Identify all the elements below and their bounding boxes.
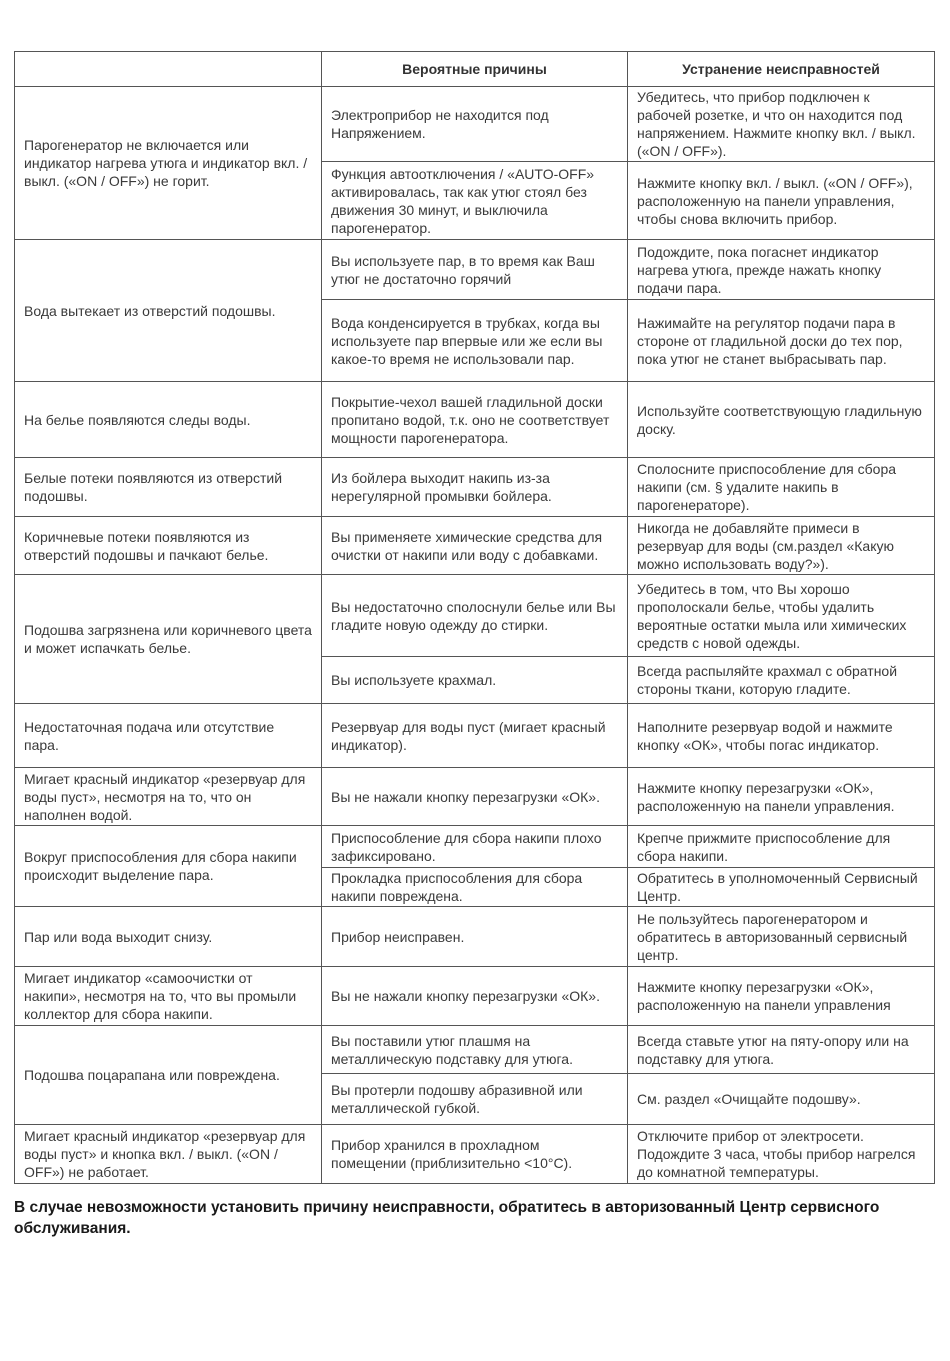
cause-cell: Вы недостаточно сполоснули белье или Вы гладите новую одежду до стирки. [322,575,628,657]
cause-cell: Вы используете крахмал. [322,657,628,704]
table-row [15,517,935,575]
cause-cell: Прокладка приспособления для сбора накипи повреждена. [322,868,628,907]
problem-cell: Подошва загрязнена или коричневого цвета и может испачкать белье. [15,575,322,704]
table-row [15,382,935,458]
cause-cell: Из бойлера выходит накипь из-за нерегулярной промывки бойлера. [322,458,628,517]
fix-cell: Нажмите кнопку перезагрузки «ОК», расположенную на панели управления [628,967,935,1026]
fix-cell: Убедитесь, что прибор подключен к рабочей розетке, и что он находится под напряжением. Нажмите кнопку вкл. / выкл. («ON / OFF»). [628,87,935,162]
table-row [15,768,935,826]
cause-cell: Прибор хранился в прохладном помещении (приблизительно <10°C). [322,1125,628,1184]
fix-cell: Подождите, пока погаснет индикатор нагрева утюга, прежде нажать кнопку подачи пара. [628,240,935,300]
problem-cell: Пар или вода выходит снизу. [15,907,322,967]
cause-cell: Вы не нажали кнопку перезагрузки «ОК». [322,967,628,1026]
cause-cell: Приспособление для сбора накипи плохо зафиксировано. [322,826,628,868]
table-row [15,704,935,768]
problem-cell: Мигает красный индикатор «резервуар для воды пуст» и кнопка вкл. / выкл. («ON / OFF») не работает. [15,1125,322,1184]
fix-cell: Используйте соответствующую гладильную доску. [628,382,935,458]
cause-cell: Вода конденсируется в трубках, когда вы используете пар впервые или же если вы какое-то время не использовали пар. [322,300,628,382]
problem-cell: Белые потеки появляются из отверстий подошвы. [15,458,322,517]
service-center-note: В случае невозможности установить причину неисправности, обратитесь в авторизованный Центр сервисного обслуживания. [14,1199,880,1237]
cause-cell: Вы протерли подошву абразивной или металлической губкой. [322,1074,628,1125]
header-causes: Вероятные причины [322,52,628,87]
fix-cell: Наполните резервуар водой и нажмите кнопку «ОК», чтобы погас индикатор. [628,704,935,768]
fix-cell: Крепче прижмите приспособление для сбора накипи. [628,826,935,868]
table-row [15,1026,935,1074]
table-row [15,1125,935,1184]
problem-cell: Мигает красный индикатор «резервуар для воды пуст», несмотря на то, что он наполнен водой. [15,768,322,826]
problem-cell: Вокруг приспособления для сбора накипи происходит выделение пара. [15,826,322,907]
fix-cell: Нажмите кнопку перезагрузки «ОК», расположенную на панели управления. [628,768,935,826]
cause-cell: Вы поставили утюг плашмя на металлическую подставку для утюга. [322,1026,628,1074]
problem-cell: Коричневые потеки появляются из отверстий подошвы и пачкают белье. [15,517,322,575]
cause-cell: Вы не нажали кнопку перезагрузки «ОК». [322,768,628,826]
header-problem [15,52,322,87]
problem-cell: Недостаточная подача или отсутствие пара. [15,704,322,768]
problem-cell: Вода вытекает из отверстий подошвы. [15,240,322,382]
cause-cell: Функция автоотключения / «AUTO-OFF» активировалась, так как утюг стоял без движения 30 минут, и выключила парогенератор. [322,162,628,240]
cause-cell: Покрытие-чехол вашей гладильной доски пропитано водой, т.к. оно не соответствует мощности парогенератора. [322,382,628,458]
cause-cell: Прибор неисправен. [322,907,628,967]
fix-cell: Отключите прибор от электросети. Подождите 3 часа, чтобы прибор нагрелся до комнатной температуры. [628,1125,935,1184]
cause-cell: Вы применяете химические средства для очистки от накипи или воду с добавками. [322,517,628,575]
fix-cell: Убедитесь в том, что Вы хорошо прополоскали белье, чтобы удалить вероятные остатки мыла или химических средств с новой одежды. [628,575,935,657]
fix-cell: Никогда не добавляйте примеси в резервуар для воды (см.раздел «Какую можно использовать воду?»). [628,517,935,575]
fix-cell: Сполосните приспособление для сбора накипи (см. § удалите накипь в парогенераторе). [628,458,935,517]
fix-cell: Не пользуйтесь парогенератором и обратитесь в авторизованный сервисный центр. [628,907,935,967]
fix-cell: Всегда ставьте утюг на пяту-опору или на подставку для утюга. [628,1026,935,1074]
header-fixes: Устранение неисправностей [628,52,935,87]
table-row [15,967,935,1026]
fix-cell: Всегда распыляйте крахмал с обратной стороны ткани, которую гладите. [628,657,935,704]
fix-cell: Нажмите кнопку вкл. / выкл. («ON / OFF»), расположенную на панели управления, чтобы снова включить прибор. [628,162,935,240]
table-row [15,240,935,300]
troubleshooting-table [14,51,935,1184]
table-row [15,907,935,967]
problem-cell: Мигает индикатор «самоочистки от накипи», несмотря на то, что вы промыли коллектор для сбора накипи. [15,967,322,1026]
table-header-row [15,52,935,87]
cause-cell: Электроприбор не находится под Напряжением. [322,87,628,162]
problem-cell: Парогенератор не включается или индикатор нагрева утюга и индикатор вкл. / выкл. («ON / OFF») не горит. [15,87,322,240]
table-row [15,826,935,868]
troubleshooting-page [14,51,934,1184]
table-row [15,575,935,657]
cause-cell: Резервуар для воды пуст (мигает красный индикатор). [322,704,628,768]
fix-cell: Нажимайте на регулятор подачи пара в стороне от гладильной доски до тех пор, пока утюг не станет выбрасывать пар. [628,300,935,382]
fix-cell: См. раздел «Очищайте подошву». [628,1074,935,1125]
cause-cell: Вы используете пар, в то время как Ваш утюг не достаточно горячий [322,240,628,300]
table-row [15,458,935,517]
fix-cell: Обратитесь в уполномоченный Сервисный Центр. [628,868,935,907]
problem-cell: На белье появляются следы воды. [15,382,322,458]
problem-cell: Подошва поцарапана или повреждена. [15,1026,322,1125]
table-row [15,87,935,162]
